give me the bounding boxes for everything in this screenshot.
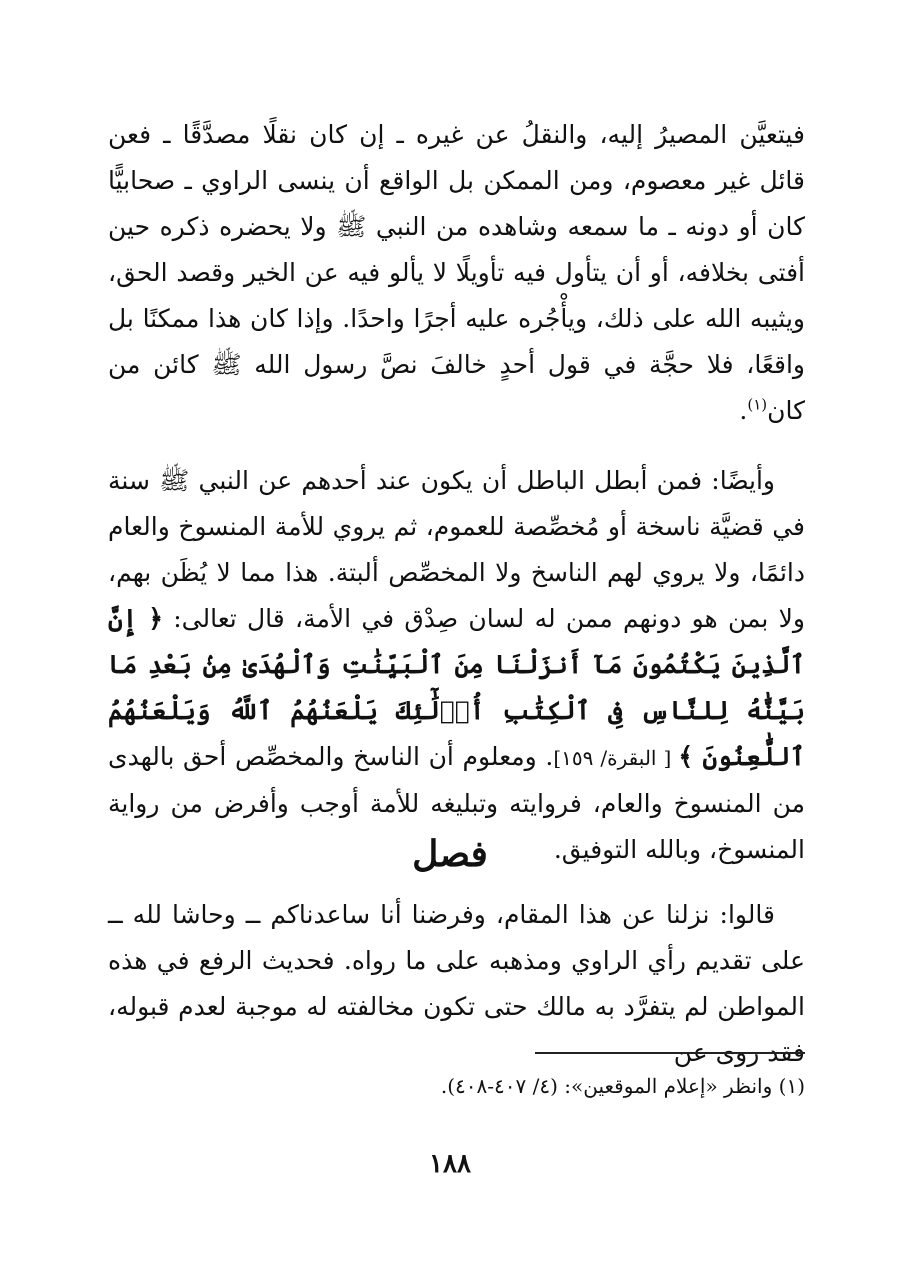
quran-reference: [ البقرة/ ١٥٩]	[553, 746, 679, 770]
section-title: فصل	[412, 833, 488, 875]
footnote-divider	[535, 1052, 805, 1054]
footnote-marker: (١)	[747, 395, 768, 414]
paragraph	[108, 458, 805, 873]
footnote: (١) وانظر «إعلام الموقعين»: (٤/ ٤٠٧-٤٠٨).	[440, 1074, 805, 1098]
paragraph-end: .	[739, 396, 748, 425]
paragraph	[108, 112, 805, 434]
paragraph-text: وأيضًا: فمن أبطل الباطل أن يكون عند أحدهم عن النبي ﷺ سنة في قضيَّة ناسخة أو مُخصِّصة للعموم، ثم يروي للأمة المنسوخ والعام دائمًا، ولا يروي لهم الناسخ ولا المخصِّص ألبتة. هذا مما لا يُظَن بهم، ولا بمن هو دونهم ممن له لسان صِدْق في الأمة، قال تعالى:	[108, 466, 805, 633]
main-text	[108, 112, 805, 873]
paragraph-text: فيتعيَّن المصيرُ إليه، والنقلُ عن غيره ـ إن كان نقلًا مصدَّقًا ـ فعن قائل غير معصوم، ومن الممكن بل الواقع أن ينسى الراوي ـ صحابيًّا كان أو دونه ـ ما سمعه وشاهده من النبي ﷺ ولا يحضره ذكره حين أفتى بخلافه، أو أن يتأول فيه تأويلًا لا يألو فيه عن الخير وقصد الحق، ويثيبه الله على ذلك، ويأْجُره عليه أجرًا واحدًا. وإذا كان هذا ممكنًا بل واقعًا، فلا حجَّة في قول أحدٍ خالفَ نصَّ رسول الله ﷺ كائن من كان	[108, 120, 805, 425]
main-text-continued	[108, 892, 805, 1076]
paragraph: قالوا: نزلنا عن هذا المقام، وفرضنا أنا ساعدناكم ــ وحاشا لله ــ على تقديم رأي الراوي ومذهبه على ما رواه. فحديث الرفع في هذه المواطن لم يتفرَّد به مالك حتى تكون مخالفته له موجبة لعدم قبوله، فقد روى عن	[108, 900, 805, 1067]
paragraph-text: . ومعلوم أن الناسخ والمخصِّص أحق بالهدى من المنسوخ والعام، فروايته وتبليغه للأمة أوجب وأفرض من رواية المنسوخ، وبالله التوفيق.	[108, 742, 805, 864]
page-number: ١٨٨	[429, 1149, 471, 1179]
quran-verse: ﴿ إِنَّ ٱلَّذِينَ يَكْتُمُونَ مَآ أَنزَلْنَا مِنَ ٱلْبَيِّنَٰتِ وَٱلْهُدَىٰ مِنۢ بَعْدِ مَا بَيَّنَّٰهُ لِلنَّاسِ فِى ٱلْكِتَٰبِ أُو۟لَٰٓئِكَ يَلْعَنُهُمُ ٱللَّهُ وَيَلْعَنُهُمُ ٱللَّٰعِنُونَ ﴾	[108, 604, 805, 771]
